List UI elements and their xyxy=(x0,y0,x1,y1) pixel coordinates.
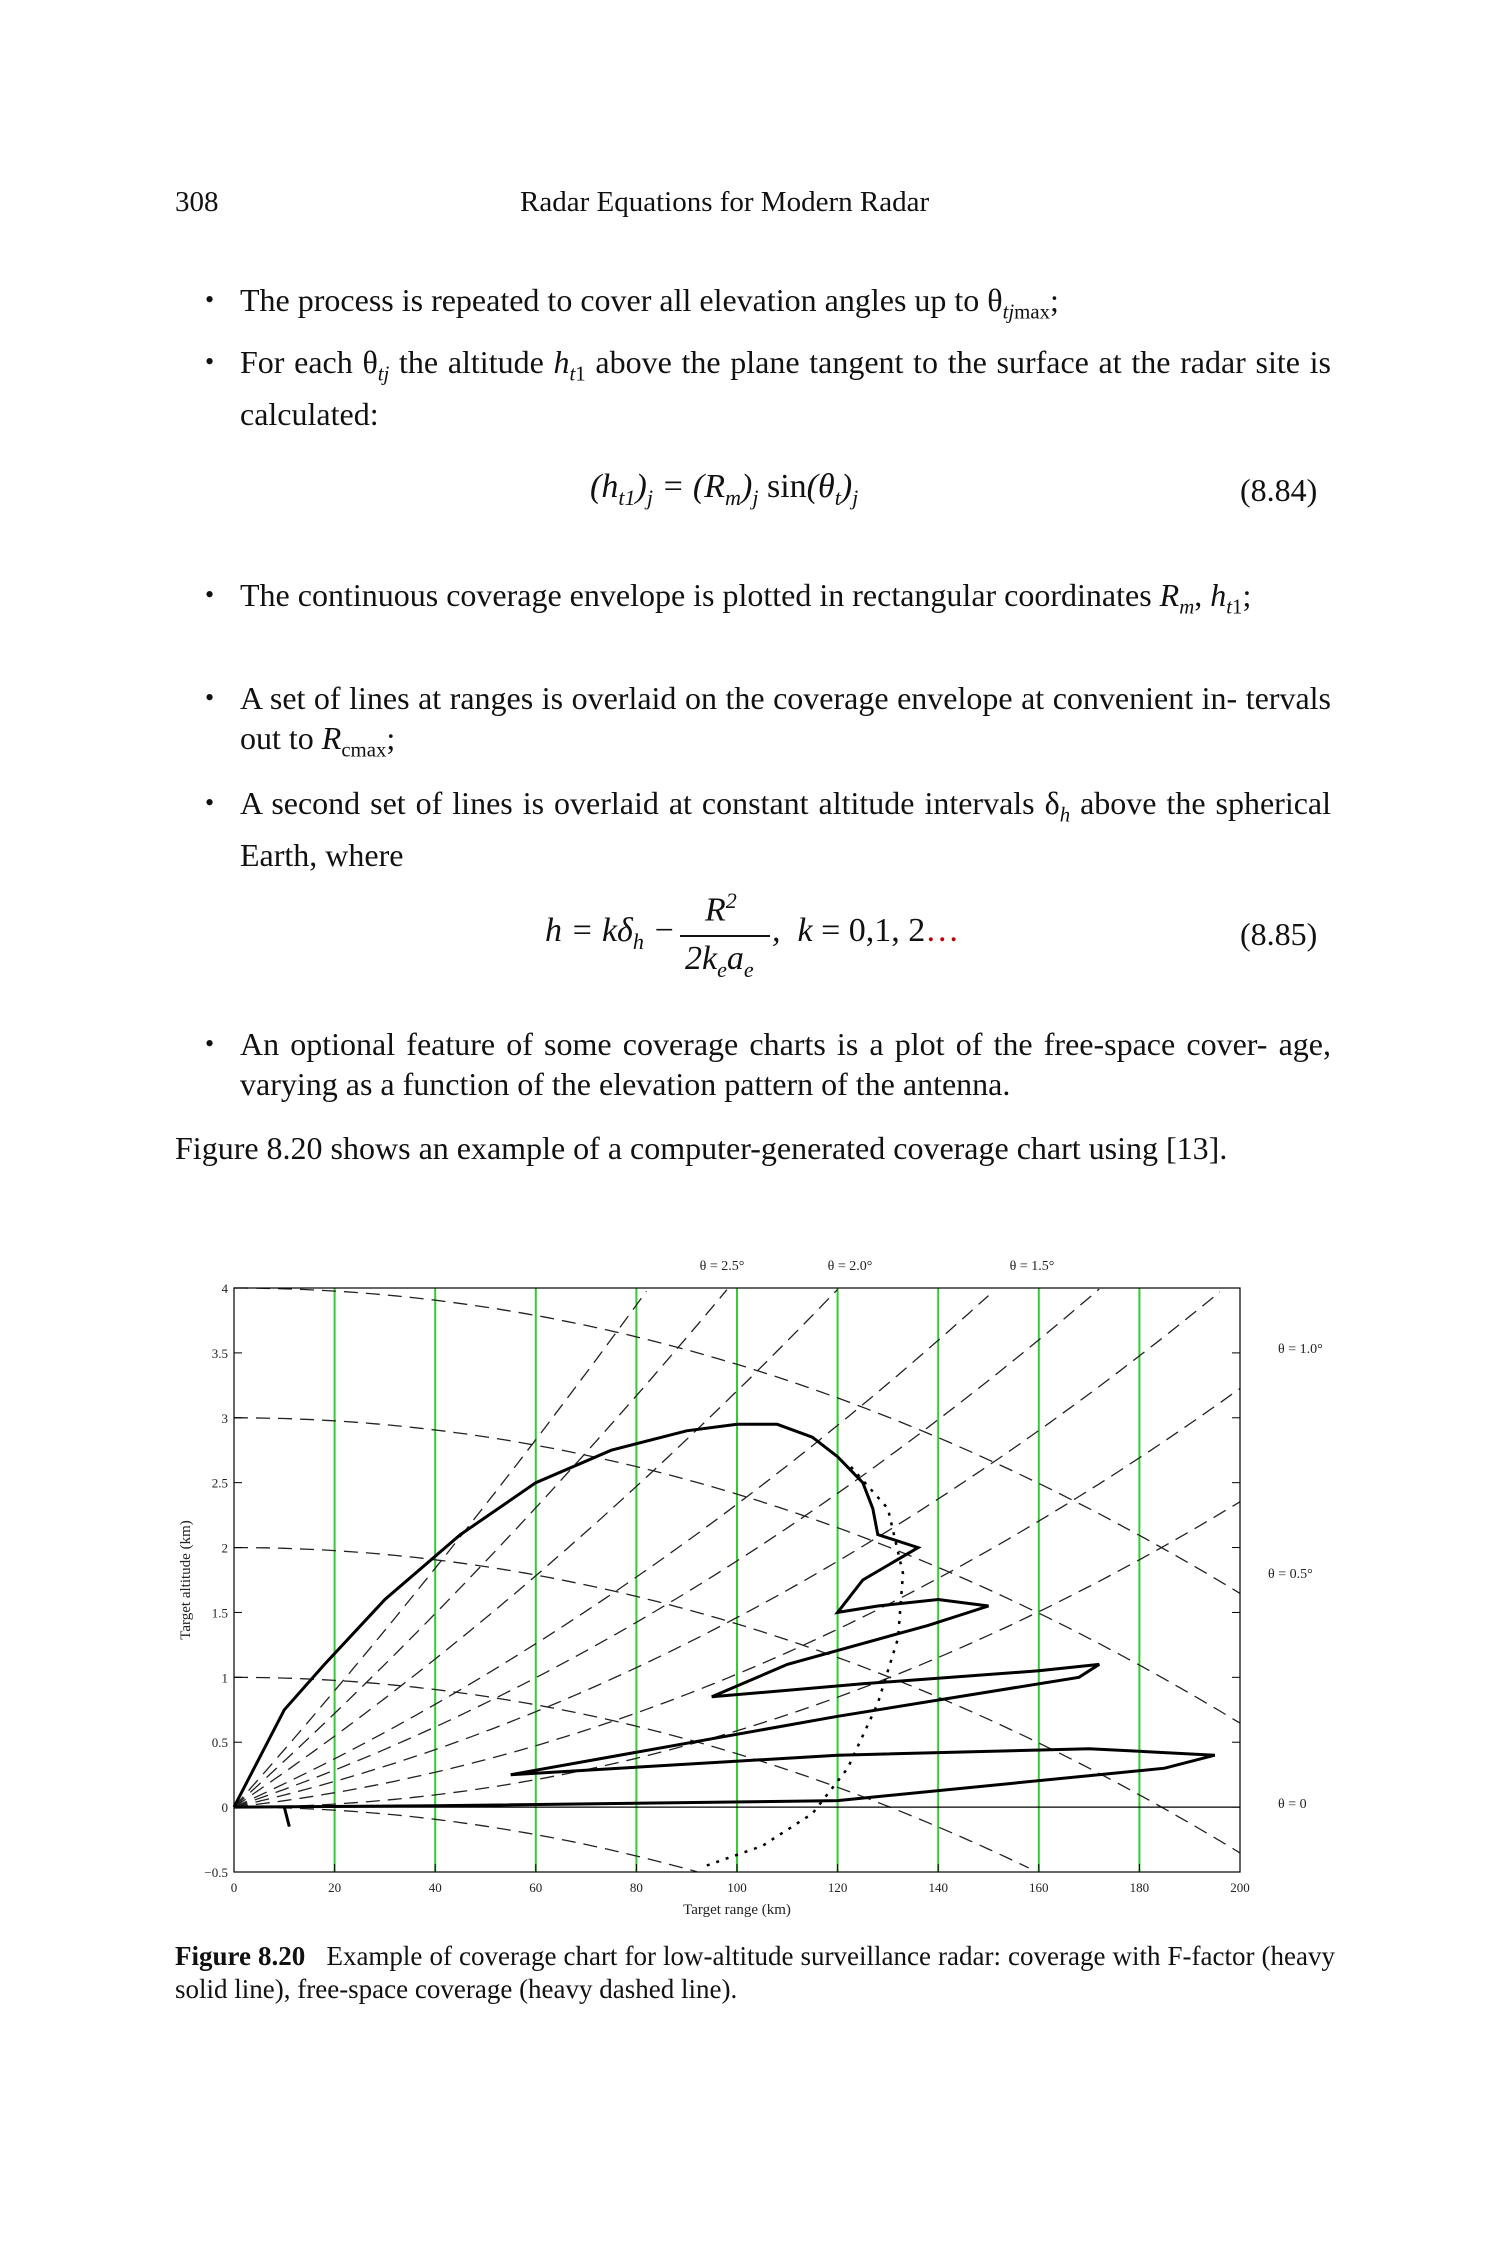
figure-caption xyxy=(175,1940,1335,2006)
elevation-label: θ = 1.0° xyxy=(1278,1342,1323,1357)
elevation-label: θ = 1.5° xyxy=(1009,1259,1055,1274)
y-tick-label: 3 xyxy=(221,1410,228,1426)
y-tick-label: 4 xyxy=(221,1281,228,1296)
y-tick-label: −0.5 xyxy=(204,1865,228,1880)
running-header: Radar Equations for Modern Radar xyxy=(520,186,930,218)
bullet-icon: • xyxy=(205,683,215,712)
bullet-icon: • xyxy=(205,788,215,817)
bullet-text: A second set of lines is overlaid at constant altitude intervals δ xyxy=(240,785,1060,821)
y-axis-label: Target altitude (km) xyxy=(178,1520,194,1640)
x-tick-label: 100 xyxy=(727,1880,747,1895)
x-tick-label: 160 xyxy=(1029,1880,1049,1895)
y-tick-label: 1.5 xyxy=(211,1605,228,1621)
y-tick-label: 3.5 xyxy=(211,1345,228,1361)
x-axis-label: Target range (km) xyxy=(683,1902,791,1918)
bullet-text: The process is repeated to cover all elevation angles up to θ xyxy=(240,282,1003,318)
x-tick-label: 200 xyxy=(1230,1880,1250,1895)
equation-number: (8.85) xyxy=(1240,916,1318,952)
x-tick-label: 80 xyxy=(629,1880,643,1895)
elevation-label: θ = 2.0° xyxy=(827,1259,873,1274)
bullet-icon: • xyxy=(205,285,215,314)
elevation-ray xyxy=(234,1289,1099,1807)
bullet-item: • For each $\theta_{tj}$ the altitude $h_{t1}$ above the plane tangent to the surface at the radar site is calculated: xyxy=(205,344,1332,433)
y-tick-label: 0 xyxy=(221,1800,228,1816)
bullet-text: An optional feature of some coverage charts is a plot of the free-space cover- age, varying as a function of the elevation pattern of the antenna. xyxy=(240,1026,1331,1102)
bullet-text: A set of lines at ranges is overlaid on the coverage envelope at convenient in- tervals out to xyxy=(240,680,1331,756)
bullet-icon: • xyxy=(205,347,215,376)
x-tick-label: 20 xyxy=(328,1880,342,1895)
equation-8-84: $(h_{t1})_j = (R_m)_j$ $\sin(\theta_t)_j$ xyxy=(590,468,859,510)
y-tick-label: 2 xyxy=(221,1540,228,1556)
x-tick-label: 60 xyxy=(529,1880,543,1895)
y-tick-label: 1 xyxy=(221,1670,228,1686)
elevation-ray xyxy=(234,1290,727,1807)
y-tick-label: 0.5 xyxy=(211,1735,228,1751)
elevation-ray xyxy=(234,1291,647,1807)
bullet-text: For each θ xyxy=(240,344,378,380)
caption-text: Example of coverage chart for low-altitude surveillance radar: coverage with F-factor (heavy solid line), free-space coverage (heavy dashed line). xyxy=(175,1941,1336,2004)
coverage-fresnel-line xyxy=(284,1807,289,1826)
bullet-text: The continuous coverage envelope is plotted in rectangular coordinates xyxy=(240,577,1152,613)
y-tick-label: 2.5 xyxy=(211,1475,228,1491)
bullet-item: • A second set of lines is overlaid at constant altitude intervals $\delta_h$ above the spherical Earth, where xyxy=(205,785,1332,874)
caption-label: Figure 8.20 xyxy=(175,1941,306,1971)
elevation-label: θ = 2.5° xyxy=(699,1259,745,1274)
x-tick-label: 140 xyxy=(928,1880,948,1895)
elevation-label: θ = 0.5° xyxy=(1268,1567,1313,1582)
bullet-item: • A set of lines at ranges is overlaid on the coverage envelope at convenient in- tervals out to $R_{cmax}$; xyxy=(205,680,1331,762)
elevation-label: θ = 0 xyxy=(1278,1797,1307,1812)
bullet-item: • The process is repeated to cover all elevation angles up to $\theta_{tjmax}$; xyxy=(205,282,1059,324)
page: 308 Radar Equations for Modern Radar • The process is repeated to cover all elevation angles up to $\theta_{tjmax}$; • For each $\theta_{tj}$ the altitude $h_{t1}$ above the plane tangent to the surface at the radar site is calculated: $(h_{t1})_j = (R_m)_j$ $\sin(\theta_t)_j$ (8.84) • The continuous coverage envelope is plotted in rectangular coordinates $R_m$, $h_{t1}$; • A set of lines at ranges is overlaid on the coverage envelope at convenient in- tervals out to $R_{cmax}$; • A second set of lines is overlaid at constant altitude intervals $\delta_h$ above the spherical Earth, where $h = k\delta_h$ − $R^2$ $2k_ea_e$ , k = 0,1, 2… (8.85) • An optional feature of some coverage charts is a plot of the free-space cover- age, varying as a function of the elevation pattern of the antenna. Figure 8.20 shows an example of a computer-generated coverage chart using [13]. 0 20 40 60 80 100 120 140 160 180 200 −0.5 0 0.5 1 1.5 2 2.5 3 3.5 4 Target range (km) Target altitude (km) θ = 2.5° θ = 2.0° θ = 1.5° θ = 1.0° θ = 0.5° θ = 0 Figure 8.20 Example of coverage chart for low-altitude surveillance radar: coverage with F-factor (heavy solid line), free-space coverage (heavy dashed line). xyxy=(0,0,1500,2250)
bullet-item: • The continuous coverage envelope is plotted in rectangular coordinates $R_m$, $h_{t1}$; xyxy=(205,577,1252,619)
body-paragraph: Figure 8.20 shows an example of a computer-generated coverage chart using [13]. xyxy=(175,1130,1228,1166)
page-number: 308 xyxy=(175,186,219,218)
x-tick-label: 180 xyxy=(1129,1880,1150,1895)
x-tick-label: 40 xyxy=(428,1880,442,1895)
bullet-icon: • xyxy=(205,580,215,609)
x-tick-label: 0 xyxy=(230,1880,238,1895)
x-tick-label: 120 xyxy=(827,1880,848,1895)
altitude-curve xyxy=(234,1807,697,1872)
elevation-ray xyxy=(234,1292,1220,1807)
equation-number: (8.84) xyxy=(1240,472,1318,508)
bullet-icon: • xyxy=(205,1029,215,1058)
